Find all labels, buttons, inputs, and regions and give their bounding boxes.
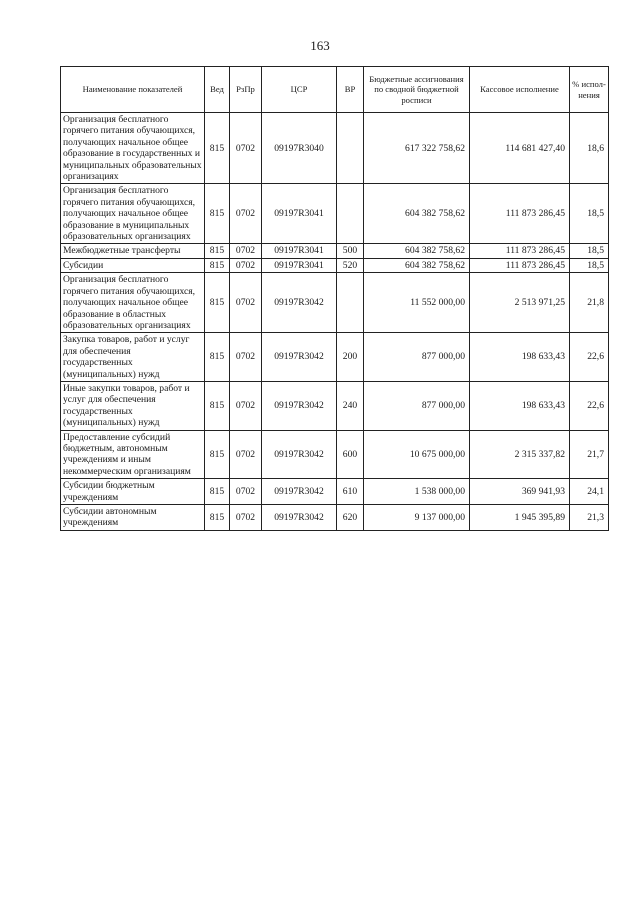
cell-budget: 877 000,00	[364, 333, 470, 382]
cell-name: Организация бесплатного горячего питания обучающихся, получающих начальное общее образование в областных образовательных организациях	[61, 273, 205, 333]
cell-pct: 18,5	[570, 184, 609, 244]
cell-vr: 200	[337, 333, 364, 382]
cell-rzpr: 0702	[230, 333, 262, 382]
table-row	[61, 273, 609, 333]
cell-csr: 09197R3041	[262, 258, 337, 272]
cell-ved: 815	[205, 258, 230, 272]
cell-kass: 1 945 395,89	[470, 505, 570, 531]
cell-budget: 9 137 000,00	[364, 505, 470, 531]
cell-ved: 815	[205, 381, 230, 430]
cell-pct: 21,3	[570, 505, 609, 531]
cell-vr: 600	[337, 430, 364, 479]
cell-pct: 18,5	[570, 244, 609, 258]
cell-ved: 815	[205, 273, 230, 333]
cell-name: Иные закупки товаров, работ и услуг для обеспечения государственных (муниципальных) нужд	[61, 381, 205, 430]
cell-ved: 815	[205, 479, 230, 505]
table-row	[61, 381, 609, 430]
cell-name: Организация бесплатного горячего питания обучающихся, получающих начальное общее образование в муниципальных образовательных организациях	[61, 184, 205, 244]
cell-pct: 21,8	[570, 273, 609, 333]
cell-kass: 2 315 337,82	[470, 430, 570, 479]
cell-rzpr: 0702	[230, 273, 262, 333]
cell-budget: 617 322 758,62	[364, 113, 470, 184]
cell-budget: 604 382 758,62	[364, 244, 470, 258]
cell-vr: 500	[337, 244, 364, 258]
cell-csr: 09197R3042	[262, 479, 337, 505]
header-budget: Бюджетные ассигнования по сводной бюджетной росписи	[364, 67, 470, 113]
cell-rzpr: 0702	[230, 505, 262, 531]
cell-budget: 10 675 000,00	[364, 430, 470, 479]
cell-pct: 22,6	[570, 333, 609, 382]
header-rzpr: РзПр	[230, 67, 262, 113]
table-row	[61, 505, 609, 531]
table-row	[61, 244, 609, 258]
cell-kass: 198 633,43	[470, 381, 570, 430]
table-row	[61, 113, 609, 184]
table-header-row	[61, 67, 609, 113]
cell-budget: 1 538 000,00	[364, 479, 470, 505]
cell-kass: 2 513 971,25	[470, 273, 570, 333]
cell-ved: 815	[205, 505, 230, 531]
header-csr: ЦСР	[262, 67, 337, 113]
cell-name: Организация бесплатного горячего питания обучающихся, получающих начальное общее образование в государственных и муниципальных образовательных организациях	[61, 113, 205, 184]
cell-pct: 22,6	[570, 381, 609, 430]
cell-rzpr: 0702	[230, 258, 262, 272]
cell-pct: 21,7	[570, 430, 609, 479]
cell-vr	[337, 113, 364, 184]
cell-rzpr: 0702	[230, 479, 262, 505]
cell-vr: 240	[337, 381, 364, 430]
cell-vr: 520	[337, 258, 364, 272]
cell-kass: 111 873 286,45	[470, 244, 570, 258]
cell-vr	[337, 273, 364, 333]
cell-ved: 815	[205, 184, 230, 244]
cell-name: Закупка товаров, работ и услуг для обеспечения государственных (муниципальных) нужд	[61, 333, 205, 382]
cell-budget: 604 382 758,62	[364, 184, 470, 244]
page-number: 163	[310, 38, 330, 53]
cell-rzpr: 0702	[230, 244, 262, 258]
cell-pct: 18,6	[570, 113, 609, 184]
cell-ved: 815	[205, 113, 230, 184]
cell-name: Субсидии	[61, 258, 205, 272]
header-pct: % испол-нения	[570, 67, 609, 113]
cell-ved: 815	[205, 244, 230, 258]
cell-vr	[337, 184, 364, 244]
cell-vr: 610	[337, 479, 364, 505]
cell-csr: 09197R3042	[262, 430, 337, 479]
cell-rzpr: 0702	[230, 381, 262, 430]
cell-csr: 09197R3042	[262, 273, 337, 333]
table-row	[61, 184, 609, 244]
budget-table	[60, 66, 609, 531]
cell-budget: 877 000,00	[364, 381, 470, 430]
cell-budget: 604 382 758,62	[364, 258, 470, 272]
cell-kass: 114 681 427,40	[470, 113, 570, 184]
cell-kass: 198 633,43	[470, 333, 570, 382]
cell-budget: 11 552 000,00	[364, 273, 470, 333]
cell-rzpr: 0702	[230, 430, 262, 479]
cell-rzpr: 0702	[230, 184, 262, 244]
cell-ved: 815	[205, 430, 230, 479]
cell-csr: 09197R3042	[262, 333, 337, 382]
cell-kass: 111 873 286,45	[470, 184, 570, 244]
cell-ved: 815	[205, 333, 230, 382]
cell-csr: 09197R3041	[262, 184, 337, 244]
cell-kass: 111 873 286,45	[470, 258, 570, 272]
table-row	[61, 479, 609, 505]
table-row	[61, 333, 609, 382]
cell-csr: 09197R3042	[262, 381, 337, 430]
header-ved: Вед	[205, 67, 230, 113]
cell-name: Субсидии бюджетным учреждениям	[61, 479, 205, 505]
header-name: Наименование показателей	[61, 67, 205, 113]
cell-rzpr: 0702	[230, 113, 262, 184]
cell-kass: 369 941,93	[470, 479, 570, 505]
cell-csr: 09197R3042	[262, 505, 337, 531]
cell-csr: 09197R3040	[262, 113, 337, 184]
cell-vr: 620	[337, 505, 364, 531]
header-kass: Кассовое исполнение	[470, 67, 570, 113]
cell-name: Межбюджетные трансферты	[61, 244, 205, 258]
table-row	[61, 430, 609, 479]
cell-name: Субсидии автономным учреждениям	[61, 505, 205, 531]
cell-pct: 18,5	[570, 258, 609, 272]
cell-csr: 09197R3041	[262, 244, 337, 258]
table-row	[61, 258, 609, 272]
cell-name: Предоставление субсидий бюджетным, автономным учреждениям и иным некоммерческим организациям	[61, 430, 205, 479]
header-vr: ВР	[337, 67, 364, 113]
cell-pct: 24,1	[570, 479, 609, 505]
